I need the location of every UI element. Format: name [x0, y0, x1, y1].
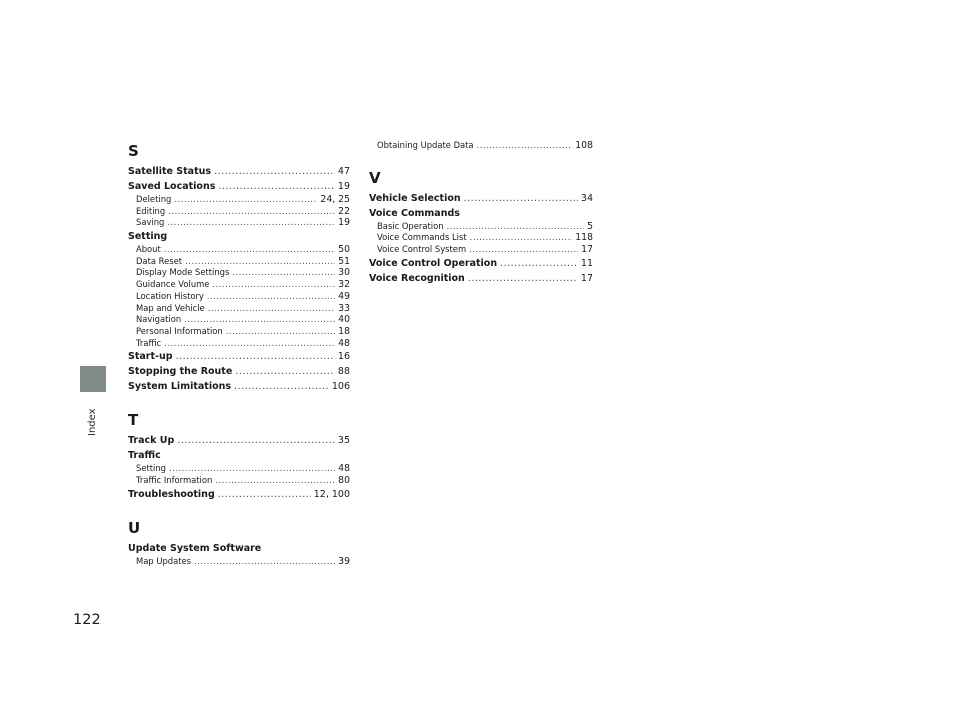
entry-label: Personal Information: [136, 325, 223, 336]
dot-leader: [168, 206, 335, 218]
dot-leader: [470, 232, 573, 244]
index-subentry[interactable]: [128, 463, 350, 475]
index-entry[interactable]: [369, 191, 593, 206]
index-entry[interactable]: [369, 271, 593, 286]
page-reference[interactable]: 35: [337, 435, 350, 447]
entry-label: Start-up: [128, 351, 173, 363]
dot-leader: [235, 364, 335, 379]
dot-leader: [194, 556, 335, 568]
page-reference[interactable]: 88: [337, 366, 350, 378]
index-heading: Setting: [128, 231, 168, 243]
index-entry[interactable]: [128, 164, 350, 179]
index-entry[interactable]: [369, 256, 593, 271]
entry-label: Navigation: [136, 314, 182, 325]
dot-leader: [176, 349, 335, 364]
entry-label: Guidance Volume: [136, 279, 210, 290]
entry-label: Satellite Status: [128, 166, 212, 177]
index-entry[interactable]: [128, 349, 350, 364]
page-reference[interactable]: 47: [337, 166, 350, 177]
index-subentry[interactable]: [128, 303, 350, 315]
entry-label: Saved Locations: [128, 181, 216, 192]
dot-leader: [215, 475, 335, 487]
index-column-1: [128, 142, 350, 567]
entry-label: System Limitations: [128, 381, 232, 393]
section-letter: U: [128, 518, 141, 537]
page-reference[interactable]: 19: [338, 217, 350, 229]
page-reference[interactable]: 11: [580, 257, 593, 269]
index-subentry[interactable]: [128, 556, 350, 568]
section-gap: [128, 394, 350, 411]
entry-label: Saving: [136, 217, 165, 228]
entry-label: Setting: [136, 463, 166, 474]
index-subentry[interactable]: [128, 291, 350, 303]
section-gap: [369, 152, 593, 169]
entry-label: Voice Control System: [377, 244, 467, 255]
index-subentry[interactable]: [128, 267, 350, 279]
index-side-label: Index: [87, 408, 98, 436]
page-reference[interactable]: 50: [338, 244, 350, 256]
page-reference[interactable]: 16: [337, 351, 350, 363]
index-subentry[interactable]: [128, 244, 350, 256]
section-letter: T: [128, 411, 139, 430]
dot-leader: [207, 291, 335, 303]
dot-leader: [500, 256, 578, 271]
page-reference[interactable]: 33: [338, 302, 350, 314]
entry-label: Data Reset: [136, 255, 183, 266]
entry-label: Stopping the Route: [128, 366, 233, 378]
entry-label: Troubleshooting: [128, 488, 215, 500]
entry-label: About: [136, 244, 161, 255]
dot-leader: [185, 256, 335, 268]
page-reference[interactable]: 24, 25: [320, 194, 350, 205]
entry-label: Traffic Information: [136, 474, 213, 485]
dot-leader: [167, 217, 335, 229]
dot-leader: [469, 244, 578, 256]
index-entry[interactable]: [128, 364, 350, 379]
entry-label: Vehicle Selection: [369, 192, 461, 204]
page-reference[interactable]: 106: [331, 381, 350, 393]
entry-label: Voice Control Operation: [369, 257, 498, 269]
dot-leader: [177, 433, 335, 448]
dot-leader: [164, 338, 335, 350]
dot-leader: [232, 267, 335, 279]
entry-label: Basic Operation: [377, 220, 444, 231]
entry-label: Map Updates: [136, 555, 192, 566]
index-subentry[interactable]: [128, 194, 350, 206]
dot-leader: [174, 194, 317, 206]
page-reference[interactable]: 18: [338, 325, 350, 337]
dot-leader: [214, 164, 335, 179]
entry-label: Obtaining Update Data: [377, 140, 474, 150]
entry-label: Editing: [136, 205, 166, 216]
index-entry[interactable]: [128, 379, 350, 394]
page-reference[interactable]: 108: [575, 140, 593, 151]
dot-leader: [234, 379, 329, 394]
index-subentry[interactable]: [369, 140, 593, 152]
page-reference[interactable]: 19: [337, 181, 350, 192]
index-heading: Voice Commands: [369, 207, 460, 219]
index-column-2: [369, 140, 593, 286]
page-reference[interactable]: 12, 100: [313, 488, 350, 500]
entry-label: Voice Recognition: [369, 272, 465, 284]
index-subentry[interactable]: [128, 256, 350, 268]
index-subentry[interactable]: [128, 326, 350, 338]
section-letter: V: [369, 168, 381, 187]
index-subentry[interactable]: [369, 232, 593, 244]
dot-leader: [184, 314, 335, 326]
index-entry[interactable]: [128, 433, 350, 448]
index-entry[interactable]: [128, 487, 350, 502]
index-subentry[interactable]: [128, 314, 350, 326]
page-reference[interactable]: 32: [338, 279, 350, 291]
dot-leader: [169, 463, 335, 475]
index-entry[interactable]: [128, 179, 350, 194]
dot-leader: [447, 221, 585, 233]
index-subentry[interactable]: [128, 338, 350, 350]
entry-label: Deleting: [136, 194, 172, 204]
page-reference[interactable]: 48: [338, 337, 350, 349]
page-reference[interactable]: 5: [587, 220, 593, 232]
section-letter: S: [128, 142, 139, 160]
page-reference[interactable]: 40: [338, 314, 350, 326]
index-heading: Traffic: [128, 450, 161, 462]
index-side-tab: [80, 366, 106, 392]
page-reference[interactable]: 80: [338, 474, 350, 486]
dot-leader: [218, 487, 311, 502]
page-reference[interactable]: 34: [580, 192, 593, 204]
dot-leader: [468, 271, 578, 286]
dot-leader: [208, 303, 335, 315]
index-subentry[interactable]: [369, 244, 593, 256]
dot-leader: [477, 140, 573, 152]
entry-label: Voice Commands List: [377, 232, 467, 243]
index-subentry[interactable]: [128, 206, 350, 218]
dot-leader: [226, 326, 335, 338]
entry-label: Map and Vehicle: [136, 302, 205, 313]
page-reference[interactable]: 51: [338, 255, 350, 267]
page-reference[interactable]: 17: [581, 244, 593, 256]
entry-label: Display Mode Settings: [136, 267, 230, 278]
page-reference[interactable]: 17: [580, 272, 593, 284]
page-reference[interactable]: 118: [575, 232, 593, 244]
dot-leader: [218, 179, 335, 194]
index-subentry[interactable]: [128, 217, 350, 229]
section-gap: [128, 502, 350, 519]
entry-label: Track Up: [128, 435, 175, 447]
page-reference[interactable]: 22: [338, 205, 350, 217]
dot-leader: [464, 191, 578, 206]
page-reference[interactable]: 48: [338, 463, 350, 475]
index-subentry[interactable]: [369, 221, 593, 233]
index-subentry[interactable]: [128, 279, 350, 291]
entry-label: Location History: [136, 290, 204, 301]
index-heading: Update System Software: [128, 542, 262, 554]
entry-label: Traffic: [136, 337, 162, 348]
page-number: 122: [73, 612, 101, 628]
dot-leader: [164, 244, 335, 256]
page-reference[interactable]: 49: [338, 290, 350, 302]
index-subentry[interactable]: [128, 475, 350, 487]
page-reference[interactable]: 39: [338, 555, 350, 567]
dot-leader: [212, 279, 335, 291]
page-reference[interactable]: 30: [338, 267, 350, 279]
